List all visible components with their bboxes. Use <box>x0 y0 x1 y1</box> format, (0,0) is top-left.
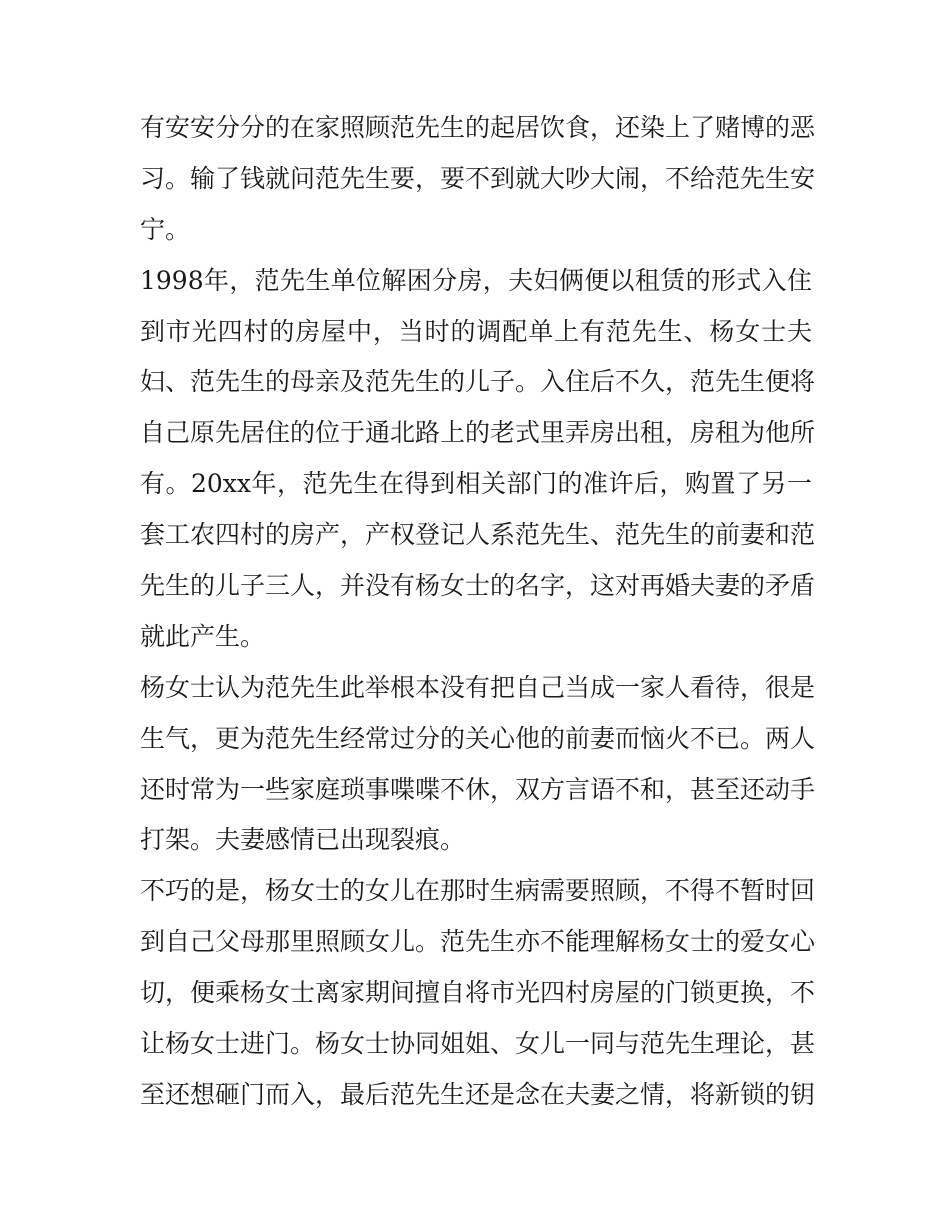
text-line: 就此产生。 <box>140 621 266 651</box>
text-line: 有安安分分的在家照顾范先生的起居饮食，还染上了赌博的恶 <box>140 113 816 142</box>
text-line: 宁。 <box>140 214 191 244</box>
text-line: 不巧的是，杨女士的女儿在那时生病需要照顾，不得不暂时回 <box>140 876 816 906</box>
text-line: 打架。夫妻感情已出现裂痕。 <box>140 825 466 855</box>
text-line: 有。20xx年，范先生在得到相关部门的准许后，购置了另一 <box>140 469 812 499</box>
text-line: 先生的儿子三人，并没有杨女士的名字，这对再婚夫妻的矛盾 <box>140 571 816 601</box>
text-line: 让杨女士进门。杨女士协同姐姐、女儿一同与范先生理论，甚 <box>140 1029 816 1059</box>
text-line: 妇、范先生的母亲及范先生的儿子。入住后不久，范先生便将 <box>140 367 816 397</box>
text-line: 套工农四村的房产，产权登记人系范先生、范先生的前妻和范 <box>140 520 816 550</box>
paragraph <box>140 663 816 867</box>
text-line: 自己原先居住的位于通北路上的老式里弄房出租，房租为他所 <box>140 418 816 448</box>
text-line: 切，便乘杨女士离家期间擅自将市光四村房屋的门锁更换，不 <box>140 978 816 1008</box>
text-line: 习。输了钱就问范先生要，要不到就大吵大闹，不给范先生安 <box>140 163 816 193</box>
text-line: 杨女士认为范先生此举根本没有把自己当成一家人看待，很是 <box>140 672 816 702</box>
paragraph <box>140 103 816 256</box>
text-line: 至还想砸门而入，最后范先生还是念在夫妻之情，将新锁的钥 <box>140 1079 816 1109</box>
text-line: 1998年，范先生单位解困分房，夫妇俩便以租赁的形式入住 <box>140 265 812 295</box>
document-body <box>140 103 816 1121</box>
text-line: 到市光四村的房屋中，当时的调配单上有范先生、杨女士夫 <box>140 316 812 346</box>
text-line: 还时常为一些家庭琐事喋喋不休，双方言语不和，甚至还动手 <box>140 774 816 804</box>
text-line: 生气，更为范先生经常过分的关心他的前妻而恼火不已。两人 <box>140 723 816 753</box>
text-line: 到自己父母那里照顾女儿。范先生亦不能理解杨女士的爱女心 <box>140 927 816 957</box>
paragraph <box>140 866 816 1120</box>
paragraph <box>140 256 816 663</box>
